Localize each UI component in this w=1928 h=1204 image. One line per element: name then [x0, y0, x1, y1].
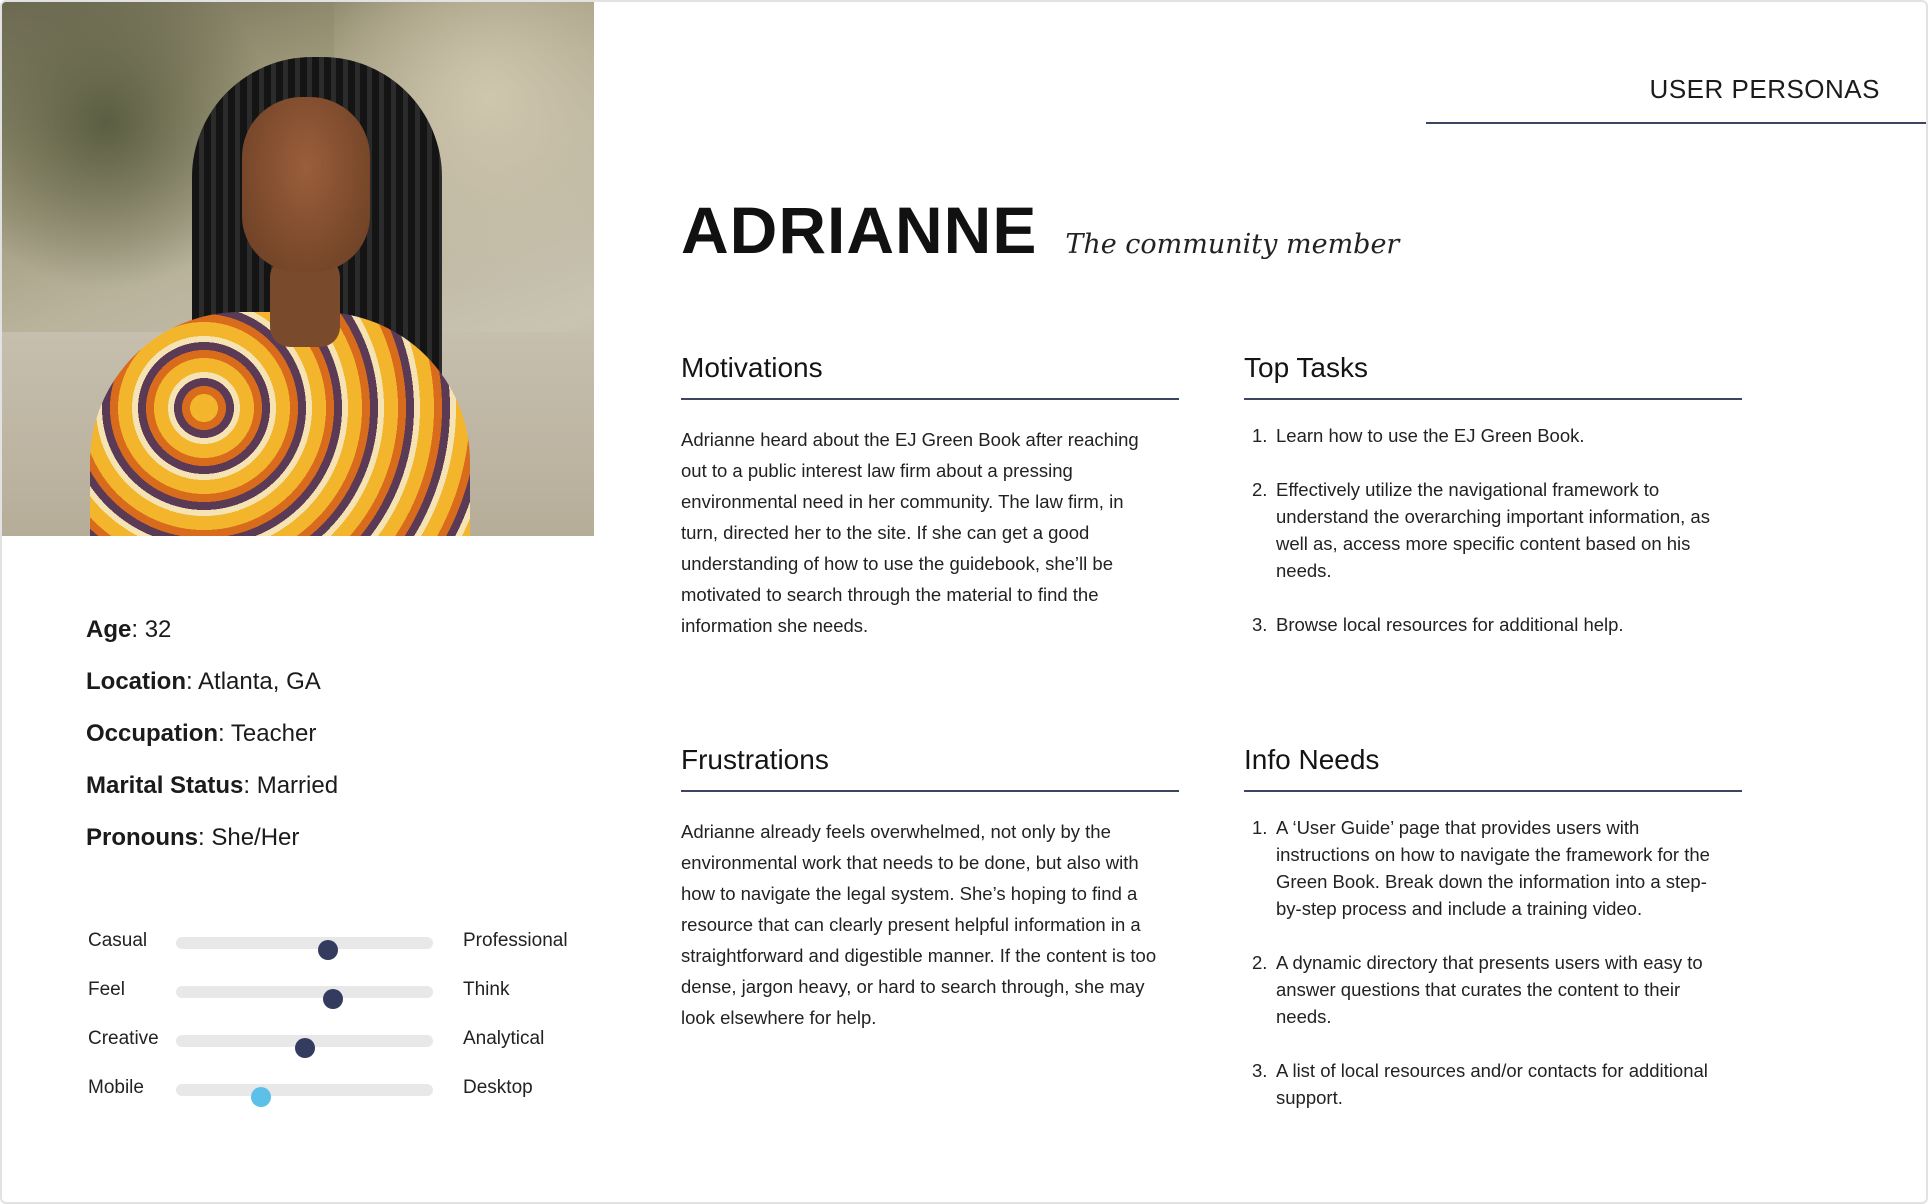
- trait-knob: [318, 940, 338, 960]
- trait-left-label: Feel: [88, 979, 125, 1000]
- photo-face: [242, 97, 370, 272]
- trait-feel-think: [88, 979, 608, 1028]
- photo-patterned-dress: [90, 312, 470, 536]
- demographic-pronouns: Pronouns: She/Her: [86, 824, 300, 851]
- top-tasks-section: [1244, 352, 1742, 665]
- trait-mobile-desktop: [88, 1077, 608, 1126]
- trait-knob: [295, 1038, 315, 1058]
- motivations-body: Adrianne heard about the EJ Green Book after reaching out to a public interest law firm about a pressing environmental need in her community. The law firm, in turn, directed her to the site. If she can get a good understanding of how to use the guidebook, she’ll be motivated to search through the material to find the information she needs.: [681, 429, 1139, 636]
- list-item: 3. Browse local resources for additional help.: [1252, 614, 1624, 635]
- list-item: 1. Learn how to use the EJ Green Book.: [1252, 425, 1585, 446]
- trait-right-label: Desktop: [463, 1077, 533, 1098]
- info-needs-heading: Info Needs: [1244, 744, 1742, 792]
- frustrations-heading: Frustrations: [681, 744, 1179, 792]
- trait-knob: [323, 989, 343, 1009]
- trait-right-label: Think: [463, 979, 510, 1000]
- list-item: 2. Effectively utilize the navigational framework to understand the overarching important information, as well as, access more specific content based on his needs.: [1252, 479, 1710, 581]
- info-needs-section: [1244, 744, 1742, 1138]
- trait-track: [176, 937, 433, 949]
- trait-track: [176, 986, 433, 998]
- trait-track: [176, 1084, 433, 1096]
- persona-photo: [2, 2, 594, 536]
- persona-tagline: The community member: [1065, 229, 1400, 260]
- trait-left-label: Casual: [88, 930, 148, 951]
- top-tasks-list: [1244, 422, 1742, 638]
- list-item: 3. A list of local resources and/or contacts for additional support.: [1252, 1060, 1708, 1108]
- frustrations-body: Adrianne already feels overwhelmed, not only by the environmental work that needs to be done, but also with how to navigate the legal system. She’s hoping to find a resource that can clearly present helpful information in a straightforward and digestible manner. If the content is too dense, jargon heavy, or hard to search through, she may look elsewhere for help.: [681, 821, 1157, 1028]
- motivations-section: [681, 352, 1179, 641]
- demographic-age: Age: 32: [86, 616, 172, 643]
- trait-sliders: [88, 930, 608, 1126]
- info-needs-list: [1244, 814, 1742, 1111]
- list-item: 1. A ‘User Guide’ page that provides users with instructions on how to navigate the framework for the Green Book. Break down the information into a step-by-step process and include a training video.: [1252, 817, 1710, 919]
- demographic-location: Location: Atlanta, GA: [86, 668, 321, 695]
- header-divider: [1426, 122, 1928, 124]
- persona-name: ADRIANNE: [681, 193, 1038, 267]
- list-item: 2. A dynamic directory that presents users with easy to answer questions that curates the content to their needs.: [1252, 952, 1703, 1027]
- persona-title: [681, 192, 1399, 268]
- page-header-label: USER PERSONAS: [1649, 74, 1880, 104]
- frustrations-section: [681, 744, 1179, 1033]
- trait-right-label: Professional: [463, 930, 568, 951]
- trait-left-label: Creative: [88, 1028, 159, 1049]
- trait-left-label: Mobile: [88, 1077, 144, 1098]
- trait-casual-professional: [88, 930, 608, 979]
- trait-creative-analytical: [88, 1028, 608, 1077]
- demographic-marital-status: Marital Status: Married: [86, 772, 339, 799]
- trait-knob: [251, 1087, 271, 1107]
- trait-right-label: Analytical: [463, 1028, 545, 1049]
- motivations-heading: Motivations: [681, 352, 1179, 400]
- trait-track: [176, 1035, 433, 1047]
- top-tasks-heading: Top Tasks: [1244, 352, 1742, 400]
- demographics-list: [86, 616, 338, 876]
- demographic-occupation: Occupation: Teacher: [86, 720, 317, 747]
